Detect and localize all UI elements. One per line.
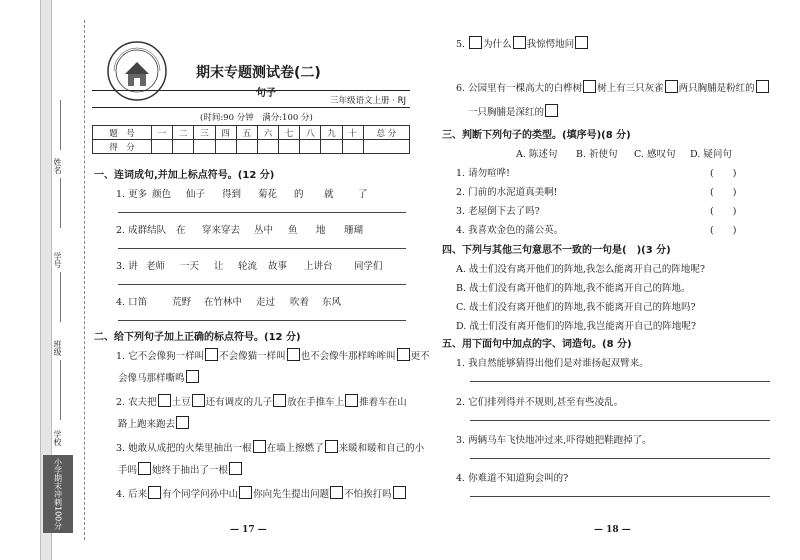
score-input-cell[interactable] — [279, 140, 300, 154]
grade-label: 三年级语文上册 · RJ — [330, 96, 407, 106]
sentence: 你难道不知道狗会叫的? — [468, 473, 569, 484]
test-title: 期末专题测试卷(二) — [196, 65, 321, 81]
sentence-part: 一只胸脯是深红的 — [468, 107, 545, 118]
s2-q3-cont — [118, 462, 243, 476]
question-number: 4. — [116, 489, 126, 500]
s1-q2 — [116, 222, 166, 236]
class-label: 班级 — [53, 340, 62, 356]
score-header-cell: 四 — [215, 126, 236, 140]
s3-q2 — [456, 184, 557, 198]
sentence: 老屋倒下去了吗? — [468, 206, 540, 217]
s2-q6 — [456, 80, 770, 94]
sentence-part: 你向先生提出问题 — [253, 489, 330, 500]
section-3-title: 三、判断下列句子的类型。(填序号)(8 分) — [442, 130, 631, 141]
house-logo-icon — [106, 40, 168, 102]
word: 珊瑚 — [344, 225, 364, 236]
word: 讲 — [128, 261, 138, 272]
s4-option-b: B. 战士们没有离开他们的阵地,我不能离开自己的阵地。 — [456, 283, 691, 294]
word: 吹着 — [290, 297, 310, 308]
punctuation-box[interactable] — [545, 104, 558, 117]
answer-paren[interactable]: ( ) — [710, 187, 737, 198]
score-input-cell[interactable] — [173, 140, 194, 154]
s1-q1 — [116, 186, 147, 200]
punctuation-box[interactable] — [138, 462, 151, 475]
sentence: 它们排列得并不规则,甚至有些凌乱。 — [468, 397, 624, 408]
answer-line[interactable] — [118, 248, 406, 249]
header-rule — [92, 90, 410, 91]
word: 就 — [324, 189, 334, 200]
s5-q2 — [456, 394, 623, 408]
punctuation-box[interactable] — [325, 440, 338, 453]
word: 了 — [358, 189, 368, 200]
sentence-part: 会像马那样嘶鸣 — [118, 373, 185, 384]
word: 菊花 — [258, 189, 278, 200]
punctuation-box[interactable] — [176, 416, 189, 429]
s4-option-d: D. 战士们没有离开他们的阵地,我岂能离开自己的阵地呢? — [456, 321, 696, 332]
sentence-part: 我惊愕地问 — [526, 39, 575, 50]
name-line-2 — [60, 178, 61, 228]
s2-q4 — [116, 486, 407, 500]
word: 荒野 — [172, 297, 192, 308]
school-label: 学校 — [53, 430, 62, 446]
word: 得到 — [222, 189, 242, 200]
word: 更多 — [128, 189, 148, 200]
punctuation-box[interactable] — [330, 486, 343, 499]
word: 轮流 — [238, 261, 258, 272]
cut-line — [84, 20, 85, 540]
option-c: C. 感叹句 — [634, 149, 676, 160]
question-number: 2. — [456, 187, 466, 198]
sentence-part: 更不 — [410, 351, 430, 362]
punctuation-box[interactable] — [239, 486, 252, 499]
score-input-cell[interactable] — [321, 140, 342, 154]
sentence-part: 公园里有一棵高大的白桦树 — [468, 83, 583, 94]
sentence-part: 后来 — [128, 489, 148, 500]
answer-line[interactable] — [470, 496, 770, 497]
sentence: 两辆马车飞快地冲过来,吓得她把鞋跑掉了。 — [468, 435, 652, 446]
answer-line[interactable] — [118, 212, 406, 213]
question-number: 1. — [116, 351, 126, 362]
series-badge: 小学期末冲刺100分 — [43, 455, 73, 533]
sentence-part: 也不会像牛那样哞哞叫 — [300, 351, 396, 362]
header-rule-2 — [92, 107, 410, 108]
question-number: 3. — [456, 206, 466, 217]
class-line — [60, 360, 61, 420]
s2-q2 — [116, 394, 407, 408]
sentence: 我喜欢金色的蒲公英。 — [468, 225, 564, 236]
sentence-part: 路上跑来跑去 — [118, 419, 176, 430]
word: 东风 — [322, 297, 342, 308]
sentence-part: 它不会像狗一样叫 — [128, 351, 205, 362]
answer-paren[interactable]: ( ) — [710, 225, 737, 236]
word: 穿来穿去 — [202, 225, 241, 236]
word: 在竹林中 — [204, 297, 243, 308]
question-number: 2. — [116, 397, 126, 408]
word: 成群结队 — [128, 225, 167, 236]
word: 上讲台 — [304, 261, 333, 272]
id-line — [60, 272, 61, 322]
sentence-part: 两只胸脯是粉红的 — [678, 83, 755, 94]
score-value-row — [93, 140, 410, 154]
s5-q4 — [456, 470, 568, 484]
score-table — [92, 125, 410, 154]
s2-q1 — [116, 348, 430, 362]
s4-option-c: C. 战士们没有离开他们的阵地,我不能离开自己的阵地吗? — [456, 302, 696, 313]
sentence: 门前的水泥道真美啊! — [468, 187, 558, 198]
sentence-part: 她终于抽出了一根 — [152, 465, 229, 476]
s2-q6-cont — [468, 104, 559, 118]
sentence-part: 手吗 — [118, 465, 138, 476]
word: 在 — [176, 225, 186, 236]
punctuation-box[interactable] — [756, 80, 769, 93]
time-info: (时间:90 分钟 满分:100 分) — [200, 113, 313, 123]
punctuation-box[interactable] — [158, 394, 171, 407]
answer-paren[interactable]: ( ) — [710, 168, 737, 179]
page-number-left: — 17 — — [230, 525, 267, 535]
punctuation-box[interactable] — [253, 440, 266, 453]
score-header-cell: 六 — [257, 126, 278, 140]
score-header-cell: 十 — [342, 126, 363, 140]
question-number: 1. — [456, 168, 466, 179]
s5-q3 — [456, 432, 652, 446]
question-number: 1. — [116, 189, 126, 200]
score-header-row — [93, 126, 410, 140]
s3-q3 — [456, 203, 540, 217]
page-number-right: — 18 — — [594, 525, 631, 535]
score-header-cell: 题 号 — [93, 126, 152, 140]
name-label: 姓名 — [53, 158, 62, 174]
name-line — [60, 100, 61, 150]
s2-q2-cont — [118, 416, 190, 430]
word: 的 — [294, 189, 304, 200]
s1-q4 — [116, 294, 147, 308]
question-number: 1. — [456, 358, 466, 369]
s3-q4 — [456, 222, 563, 236]
student-id-label: 学号 — [53, 252, 62, 268]
score-header-cell: 三 — [194, 126, 215, 140]
question-number: 3. — [456, 435, 466, 446]
sentence-part: 有个同学问孙中山 — [162, 489, 239, 500]
word: 让 — [214, 261, 224, 272]
word: 仙子 — [186, 189, 206, 200]
s4-option-a: A. 战士们没有离开他们的阵地,我怎么能离开自己的阵地呢? — [456, 264, 706, 275]
word: 故事 — [268, 261, 288, 272]
score-header-cell: 一 — [152, 126, 173, 140]
punctuation-box[interactable] — [148, 486, 161, 499]
word: 地 — [316, 225, 326, 236]
section-4-title: 四、下列与其他三句意思不一致的一句是( )(3 分) — [442, 245, 671, 256]
answer-line[interactable] — [470, 381, 770, 382]
question-number: 2. — [116, 225, 126, 236]
score-row-label: 得 分 — [93, 140, 152, 154]
question-number: 5. — [456, 39, 466, 50]
word: 口笛 — [128, 297, 148, 308]
s3-q1 — [456, 165, 510, 179]
sentence: 我自然能够猜得出他们是对谁扬起双臂来。 — [468, 358, 649, 369]
section-2-title: 二、给下列句子加上正确的标点符号。(12 分) — [94, 332, 301, 343]
word: 老师 — [146, 261, 166, 272]
answer-line[interactable] — [470, 420, 770, 421]
punctuation-box[interactable] — [287, 348, 300, 361]
question-number: 3. — [116, 261, 126, 272]
punctuation-box[interactable] — [393, 486, 406, 499]
test-subtitle: 句子 — [256, 88, 276, 99]
punctuation-box[interactable] — [205, 348, 218, 361]
word: 颜色 — [152, 189, 172, 200]
option-d: D. 疑问句 — [690, 149, 732, 160]
s5-q1 — [456, 355, 649, 369]
score-header-cell: 八 — [300, 126, 321, 140]
s2-q1-cont — [118, 370, 200, 384]
punctuation-box[interactable] — [345, 394, 358, 407]
sentence-part: 还有调皮的儿子 — [205, 397, 273, 408]
score-input-cell[interactable] — [342, 140, 363, 154]
sentence-part: 土豆 — [171, 397, 191, 408]
question-number: 4. — [456, 473, 466, 484]
punctuation-box[interactable] — [397, 348, 410, 361]
answer-line[interactable] — [470, 458, 770, 459]
question-number: 4. — [456, 225, 466, 236]
punctuation-box[interactable] — [583, 80, 596, 93]
score-input-cell[interactable] — [152, 140, 173, 154]
punctuation-box[interactable] — [665, 80, 678, 93]
question-number: 3. — [116, 443, 126, 454]
word: 走过 — [256, 297, 276, 308]
sentence-part: 推着车在山 — [359, 397, 407, 408]
option-b: B. 祈使句 — [576, 149, 618, 160]
score-input-cell[interactable] — [236, 140, 257, 154]
score-header-cell: 七 — [279, 126, 300, 140]
word: 鱼 — [288, 225, 298, 236]
score-header-cell: 总 分 — [363, 126, 409, 140]
binding-margin — [0, 0, 92, 560]
sentence-part: 来暖和暖和自己的小 — [338, 443, 425, 454]
score-header-cell: 五 — [236, 126, 257, 140]
sentence-part: 树上有三只灰雀 — [597, 83, 664, 94]
punctuation-box[interactable] — [192, 394, 205, 407]
question-number: 4. — [116, 297, 126, 308]
score-input-cell[interactable] — [300, 140, 321, 154]
score-header-cell: 二 — [173, 126, 194, 140]
word: 同学们 — [354, 261, 383, 272]
series-logo — [106, 40, 168, 102]
sentence-part: 她敢从成把的火柴里抽出一根 — [128, 443, 252, 454]
s2-q5 — [456, 36, 589, 50]
section-5-title: 五、用下面句中加点的字、词造句。(8 分) — [442, 339, 632, 350]
sentence: 请勿喧哗! — [468, 168, 510, 179]
sentence-part: 农夫把 — [128, 397, 157, 408]
s1-q3 — [116, 258, 138, 272]
score-input-cell[interactable] — [215, 140, 236, 154]
word: 一天 — [180, 261, 200, 272]
score-input-cell[interactable] — [194, 140, 215, 154]
punctuation-box[interactable] — [469, 36, 482, 49]
answer-paren[interactable]: ( ) — [710, 206, 737, 217]
option-a: A. 陈述句 — [516, 149, 558, 160]
score-input-cell[interactable] — [363, 140, 409, 154]
punctuation-box[interactable] — [186, 370, 199, 383]
sentence-part: 不怕挨打吗 — [344, 489, 392, 500]
answer-line[interactable] — [118, 320, 406, 321]
s2-q3 — [116, 440, 424, 454]
sentence-part: 放在手推车上 — [287, 397, 345, 408]
question-number: 2. — [456, 397, 466, 408]
score-input-cell[interactable] — [257, 140, 278, 154]
punctuation-box[interactable] — [273, 394, 286, 407]
sentence-part: 不会像猫一样叫 — [219, 351, 286, 362]
punctuation-box[interactable] — [513, 36, 526, 49]
answer-line[interactable] — [118, 284, 406, 285]
score-header-cell: 九 — [321, 126, 342, 140]
punctuation-box[interactable] — [229, 462, 242, 475]
question-number: 6. — [456, 83, 466, 94]
word: 丛中 — [254, 225, 274, 236]
sentence-part: 为什么 — [483, 39, 512, 50]
sentence-part: 在墙上擦燃了 — [266, 443, 324, 454]
punctuation-box[interactable] — [575, 36, 588, 49]
section-1-title: 一、连词成句,并加上标点符号。(12 分) — [94, 170, 275, 181]
